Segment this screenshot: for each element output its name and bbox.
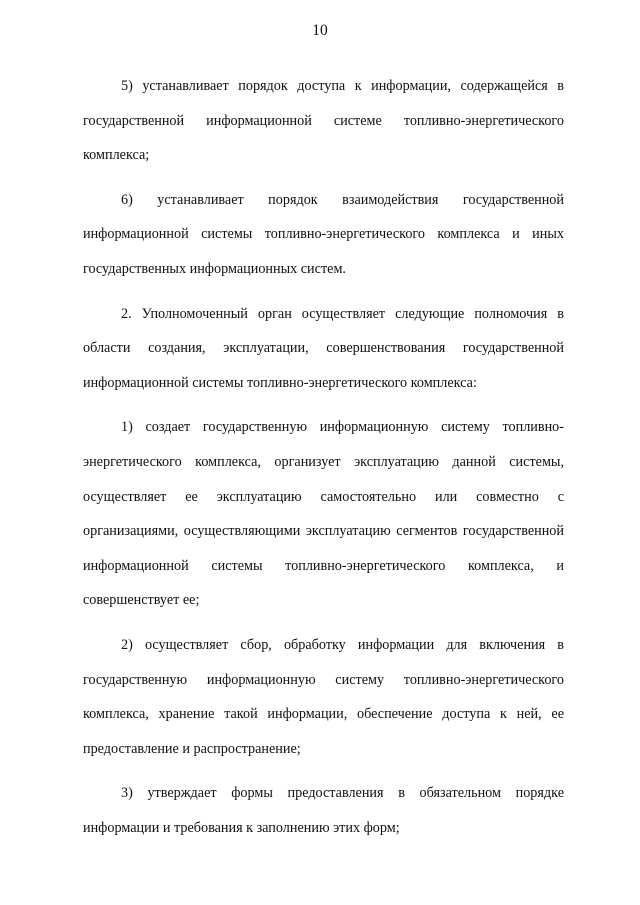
paragraph-subitem-3: 3) утверждает формы предоставления в обязательном порядке информации и требования к заполнению этих форм; [83,785,564,836]
paragraph-item-5: 5) устанавливает порядок доступа к информации, содержащейся в государственной информационной системе топливно-энергетического комплекса; [83,78,564,164]
document-body [83,69,564,855]
paragraph-subitem-1: 1) создает государственную информационную систему топливно-энергетического комплекса, организует эксплуатацию данной системы, осуществляет ее эксплуатацию самостоятельно или совместно с организациями, осуществляющими эксплуатацию сегментов государственной информационной системы топливно-энергетического комплекса, и совершенствует ее; [83,419,564,609]
paragraph-section-2: 2. Уполномоченный орган осуществляет следующие полномочия в области создания, эксплуатации, совершенствования государственной информационной системы топливно-энергетического комплекса: [83,305,564,391]
paragraph-item-6: 6) устанавливает порядок взаимодействия государственной информационной системы топливно-энергетического комплекса и иных государственных информационных систем. [83,191,564,277]
page-number: 10 [312,22,328,39]
paragraph-subitem-2: 2) осуществляет сбор, обработку информации для включения в государственную информационную систему топливно-энергетического комплекса, хранение такой информации, обеспечение доступа к ней, ее предоставление и распространение; [83,636,564,757]
